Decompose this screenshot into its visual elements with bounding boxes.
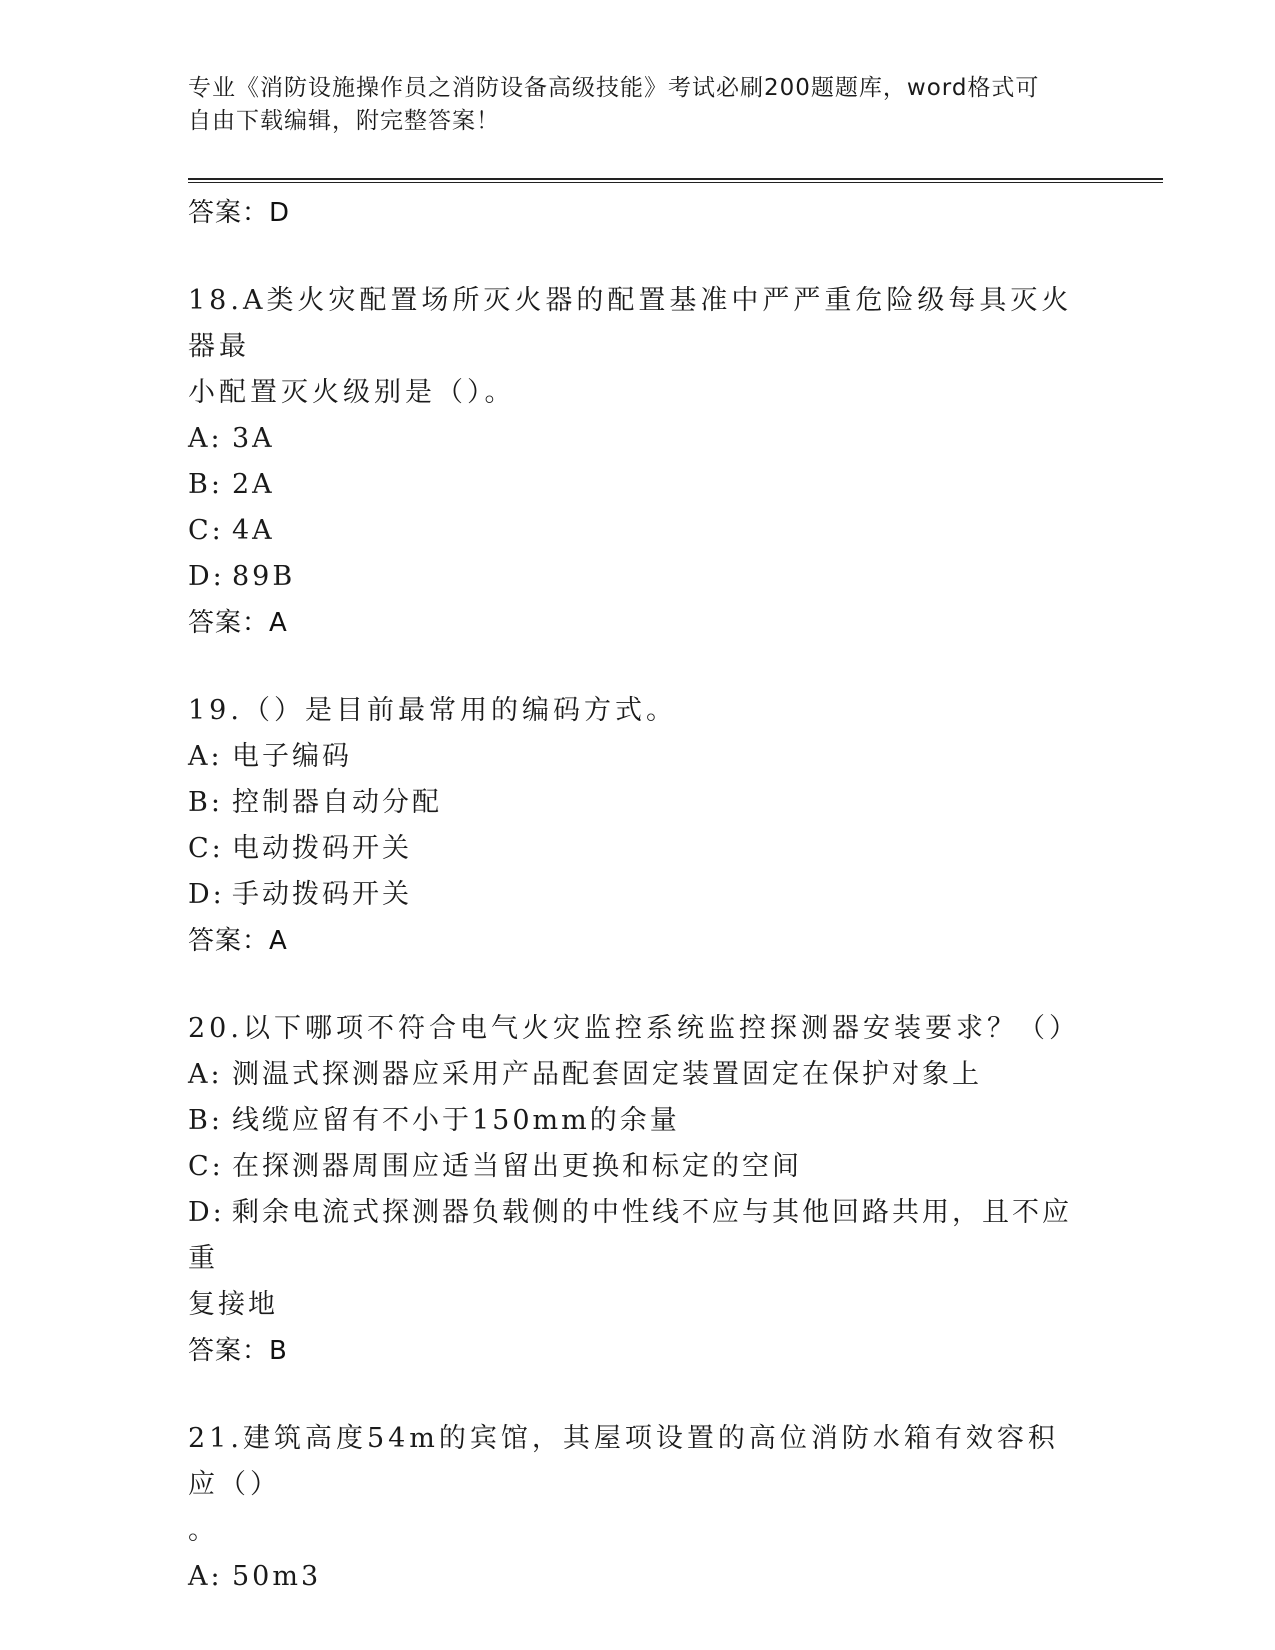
document-header (188, 72, 1088, 138)
header-divider (188, 178, 1163, 183)
option-key: A: (188, 741, 223, 772)
option-key: A: (188, 1561, 223, 1592)
option-key: B: (188, 787, 223, 818)
option-d (188, 872, 1088, 918)
option-key: C: (188, 1151, 224, 1182)
question-19 (188, 688, 1088, 964)
option-text: 50m3 (232, 1561, 322, 1592)
answer-line: 答案：D (188, 198, 291, 228)
option-text: 剩余电流式探测器负载侧的中性线不应与其他回路共用，且不应重 (188, 1197, 1072, 1274)
option-b (188, 780, 1088, 826)
option-text: 4A (232, 515, 275, 546)
question-list (188, 190, 1088, 1600)
question-text-continued: 小配置灭火级别是（）。 (188, 377, 516, 408)
answer-line: 答案：A (188, 926, 288, 956)
question-20 (188, 1006, 1088, 1374)
header-line-1: 专业《消防设施操作员之消防设备高级技能》考试必刷200题题库，word格式可 (188, 75, 1040, 101)
question-text: 21.建筑高度54m的宾馆，其屋项设置的高位消防水箱有效容积应（） (188, 1423, 1059, 1500)
option-c (188, 1144, 1088, 1190)
option-text: 电动拨码开关 (232, 833, 412, 864)
option-key: D: (188, 879, 225, 910)
question-18 (188, 278, 1088, 646)
option-key: A: (188, 1059, 223, 1090)
option-key: D: (188, 1197, 225, 1228)
option-a (188, 734, 1088, 780)
question-text: 20.以下哪项不符合电气火灾监控系统监控探测器安装要求？（） (188, 1013, 1080, 1044)
option-key: A: (188, 423, 223, 454)
option-text: 在探测器周围应适当留出更换和标定的空间 (232, 1151, 802, 1182)
option-text: 手动拨码开关 (232, 879, 412, 910)
option-key: C: (188, 515, 224, 546)
option-text: 线缆应留有不小于150mm的余量 (232, 1105, 680, 1136)
option-key: B: (188, 1105, 223, 1136)
question-text: 18.A类火灾配置场所灭火器的配置基准中严严重危险级每具灭火器最 (188, 285, 1073, 362)
option-text: 2A (232, 469, 275, 500)
option-a (188, 1554, 1088, 1600)
question-text: 19.（）是目前最常用的编码方式。 (188, 695, 677, 726)
answer-line: 答案：B (188, 1336, 288, 1366)
answer-line: 答案：A (188, 608, 288, 638)
option-text: 89B (232, 561, 296, 592)
option-d (188, 554, 1088, 600)
option-text: 控制器自动分配 (232, 787, 442, 818)
option-c (188, 508, 1088, 554)
option-a (188, 416, 1088, 462)
option-text: 3A (232, 423, 275, 454)
question-text-continued: 。 (188, 1515, 219, 1546)
option-a (188, 1052, 1088, 1098)
option-text: 测温式探测器应采用产品配套固定装置固定在保护对象上 (232, 1059, 982, 1090)
option-c (188, 826, 1088, 872)
option-key: B: (188, 469, 223, 500)
option-b (188, 1098, 1088, 1144)
option-text: 电子编码 (232, 741, 352, 772)
option-d (188, 1190, 1088, 1282)
option-key: D: (188, 561, 225, 592)
option-d-continued: 复接地 (188, 1289, 278, 1320)
option-b (188, 462, 1088, 508)
header-line-2: 自由下载编辑，附完整答案！ (188, 108, 500, 134)
option-key: C: (188, 833, 224, 864)
question-21 (188, 1416, 1088, 1600)
